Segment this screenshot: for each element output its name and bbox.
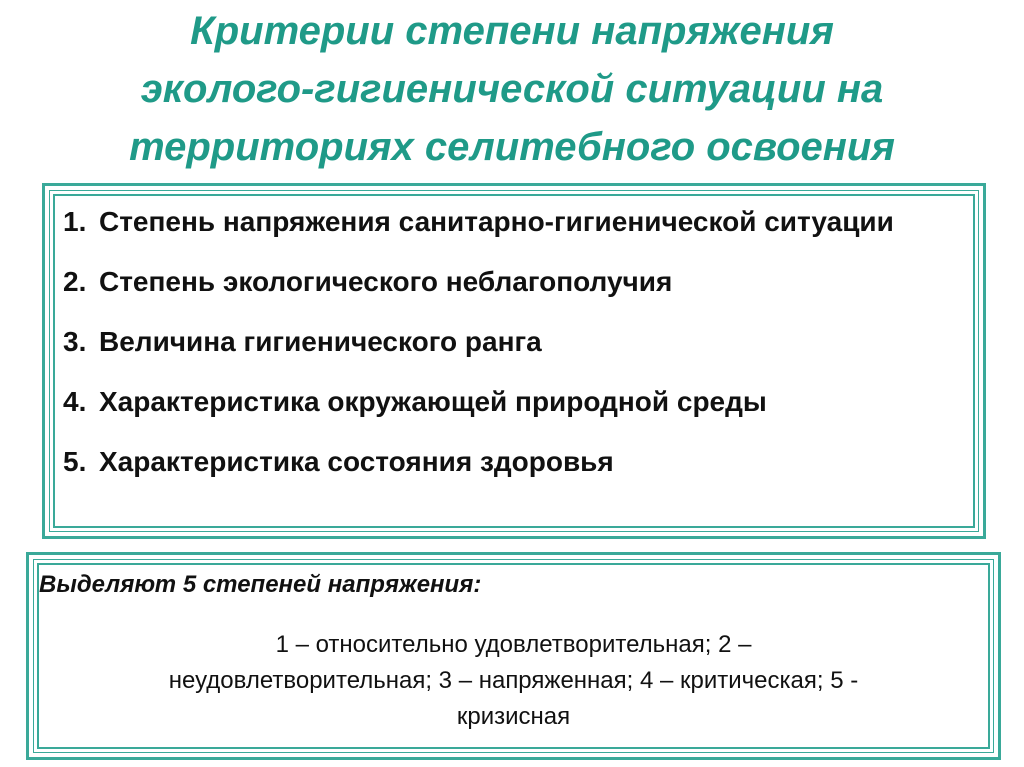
criteria-item — [63, 260, 965, 304]
slide-title — [0, 0, 1024, 176]
slide-title-line-2: эколого-гигиенической ситуации на — [140, 67, 884, 111]
slide-title-line-3: территориях селитебного освоения — [129, 125, 895, 169]
criteria-item-text: Степень напряжения санитарно-гигиенической ситуации — [99, 206, 894, 237]
criteria-item-text: Характеристика окружающей природной среды — [99, 386, 767, 417]
criteria-item — [63, 200, 965, 244]
degrees-description-line-3: кризисная — [456, 703, 571, 730]
criteria-item-number: 5. — [63, 446, 87, 477]
criteria-item — [63, 380, 965, 424]
criteria-item — [63, 440, 965, 484]
criteria-item-number: 2. — [63, 266, 87, 297]
criteria-list — [63, 200, 965, 500]
criteria-item-number: 4. — [63, 386, 87, 417]
degrees-description — [39, 627, 988, 735]
criteria-box — [42, 183, 986, 539]
degrees-description-line-2: неудовлетворительная; 3 – напряженная; 4 – критическая; 5 - — [168, 667, 859, 694]
slide-title-line-1: Критерии степени напряжения — [190, 9, 834, 53]
criteria-item — [63, 320, 965, 364]
criteria-item-number: 1. — [63, 206, 87, 237]
criteria-item-number: 3. — [63, 326, 87, 357]
degrees-box — [26, 552, 1001, 760]
criteria-item-text: Степень экологического неблагополучия — [99, 266, 673, 297]
criteria-item-text: Величина гигиенического ранга — [99, 326, 542, 357]
degrees-heading: Выделяют 5 степеней напряжения: — [39, 571, 482, 598]
criteria-item-text: Характеристика состояния здоровья — [99, 446, 614, 477]
degrees-description-line-1: 1 – относительно удовлетворительная; 2 – — [275, 631, 752, 658]
